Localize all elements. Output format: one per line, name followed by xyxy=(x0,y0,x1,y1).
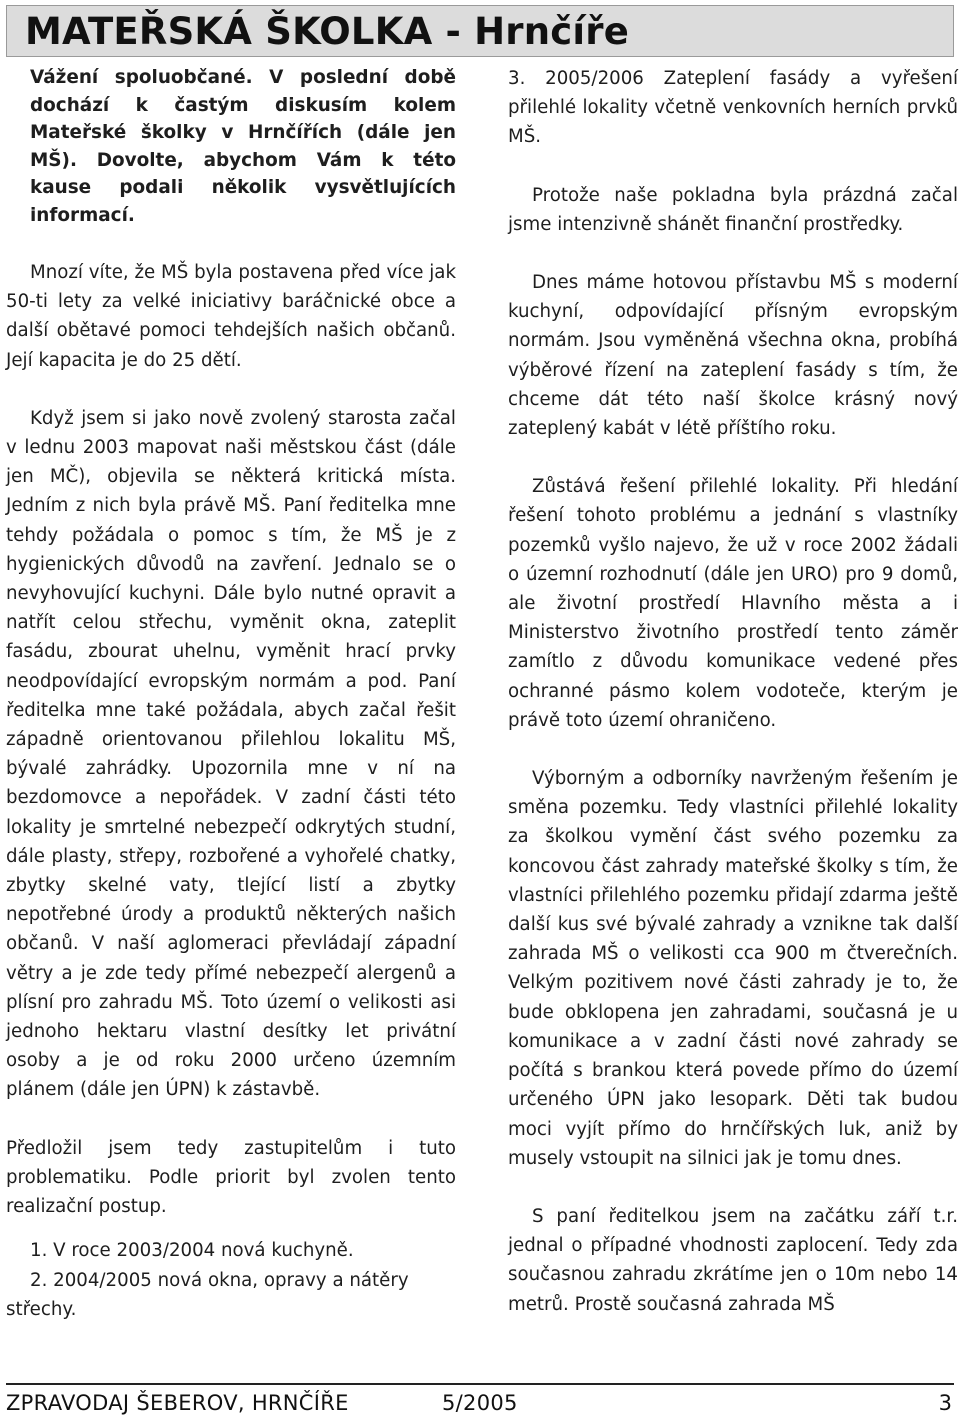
spacer xyxy=(508,152,958,181)
paragraph-current-state: Dnes máme hotovou přístavbu MŠ s moderní kuchyní, odpovídající přísným evropským normám. Jsou vyměněná všechna okna, probíhá výběrové řízení na zateplení fasády s tím, že chceme dát této naší školce krásný nový zateplený kabát v létě příštího roku. xyxy=(508,272,958,440)
paragraph-history: Mnozí víte, že MŠ byla postavena před více jak 50-ti lety za velké iniciativy baráčnické obce a další obětavé pomoci tehdejších našich občanů. Její kapacita je do 25 dětí. xyxy=(6,262,456,371)
right-column xyxy=(508,60,958,1319)
paragraph-adjacent-area: Zůstává řešení přilehlé lokality. Při hledání řešení tohoto problému a jednání s vlastníky pozemků vyšlo najevo, že už v roce 2002 žádali o územní rozhodnutí (dále jen URO) pro 9 domů, ale životní prostředí Hlavního města a i Ministerstvo životního prostředí tento záměr zamítlo z důvodu komunikace vedené přes ochranné pásmo kolem vodoteče, kterým je právě toto území ohraničeno. xyxy=(508,476,958,731)
page-footer xyxy=(6,1383,954,1419)
spacer xyxy=(508,1173,958,1202)
spacer xyxy=(6,1105,456,1134)
spacer xyxy=(508,443,958,472)
list-item-2: 2. 2004/2005 nová okna, opravy a nátěry střechy. xyxy=(6,1269,409,1320)
paragraph-land-swap: Výborným a odborníky navrženým řešením je směna pozemku. Tedy vlastníci přilehlé lokality za školkou vymění část svého pozemku za koncovou část zahrady mateřské školky s tím, že vlastníci přilehlého pozemku přidají zdarma ještě další kus své bývalé zahrady a vznikne tak další zahrada MŠ o velikosti cca 900 m čtverečních. Velkým pozitivem nové části zahrady je to, že bude obklopena jen zahradami, současná je u komunikace a v zadní části nové zahrady se počítá s brankou která povede přímo do území určeného ÚPN jako lesopark. Děti tak budou moci vyjít přímo do hrnčířských luk, aniž by musely vstoupit na silnici jak je tomu dnes. xyxy=(508,768,958,1169)
spacer xyxy=(508,735,958,764)
paragraph-problems: Když jsem si jako nově zvolený starosta začal v lednu 2003 mapovat naši městskou část (dále jen MČ), objevila se některá kritická místa. Jedním z nich byla právě MŠ. Paní ředitelka mne tehdy požádala o pomoc s tím, že MŠ je z hygienických důvodů na zavření. Jednalo se o nevyhovující kuchyni. Dále bylo nutné opravit a natřít celou střechu, vyměnit okna, zateplit fasádu, zbourat uhelnu, vyměnit hrací prvky neodpovídající evropským normám a pod. Paní ředitelka mne také požádala, abych začal řešit západně orientovanou přilehlou lokalitu MŠ, bývalé zahrádky. Upozornila mne v ní na bezdomovce a nepořádek. V zadní části této lokality je smrtelné nebezpečí odkrytých studní, dále plasty, střepy, rozbořené a vyhořelé chatky, zbytky skelné vaty, tlející listí a zbytky nepotřebné úrody a produktů některých našich občanů. V naší aglomeraci převládají západní větry a je zde tedy přímé nebezpečí alergenů a plísní pro zahradu MŠ. Toto území o velikosti asi jednoho hektaru vlastní desítky let privátní osoby a je od roku 2000 určeno územním plánem (dále jen ÚPN) k zástavbě. xyxy=(6,407,456,1101)
spacer xyxy=(6,229,456,258)
spacer xyxy=(6,375,456,404)
paragraph-priorities: Předložil jsem tedy zastupitelům i tuto problematiku. Podle priorit byl zvolen tento realizační postup. xyxy=(6,1137,456,1218)
list-item-3: 3. 2005/2006 Zateplení fasády a vyřešení přilehlé lokality včetně venkovních herních prvků MŠ. xyxy=(508,68,958,148)
left-column xyxy=(6,60,456,1324)
list-item-1: 1. V roce 2003/2004 nová kuchyně. xyxy=(30,1240,354,1262)
publication-name: ZPRAVODAJ ŠEBEROV, HRNČÍŘE xyxy=(6,1391,349,1415)
intro-paragraph: Vážení spoluobčané. V poslední době dochází k častým diskusím kolem Mateřské školky v Hrnčířích (dále jen MŠ). Dovolte, abychom Vám k této kause podali několik vysvětlujících informací. xyxy=(30,67,456,226)
spacer xyxy=(508,239,958,268)
title-bar xyxy=(6,5,954,57)
page-number: 3 xyxy=(938,1391,952,1415)
paragraph-funding: Protože naše pokladna byla prázdná začal jsme intenzivně shánět finanční prostředky. xyxy=(508,184,958,235)
spacer xyxy=(6,1221,456,1236)
page-title: MATEŘSKÁ ŠKOLKA - Hrnčíře xyxy=(25,10,630,53)
issue-number: 5/2005 xyxy=(442,1391,518,1415)
paragraph-fencing: S paní ředitelkou jsem na začátku září t.r. jednal o případné vhodnosti zaplocení. Tedy zda současnou zahradu zkrátíme jen o 10m nebo 14 metrů. Prostě současná zahrada MŠ xyxy=(508,1205,958,1315)
